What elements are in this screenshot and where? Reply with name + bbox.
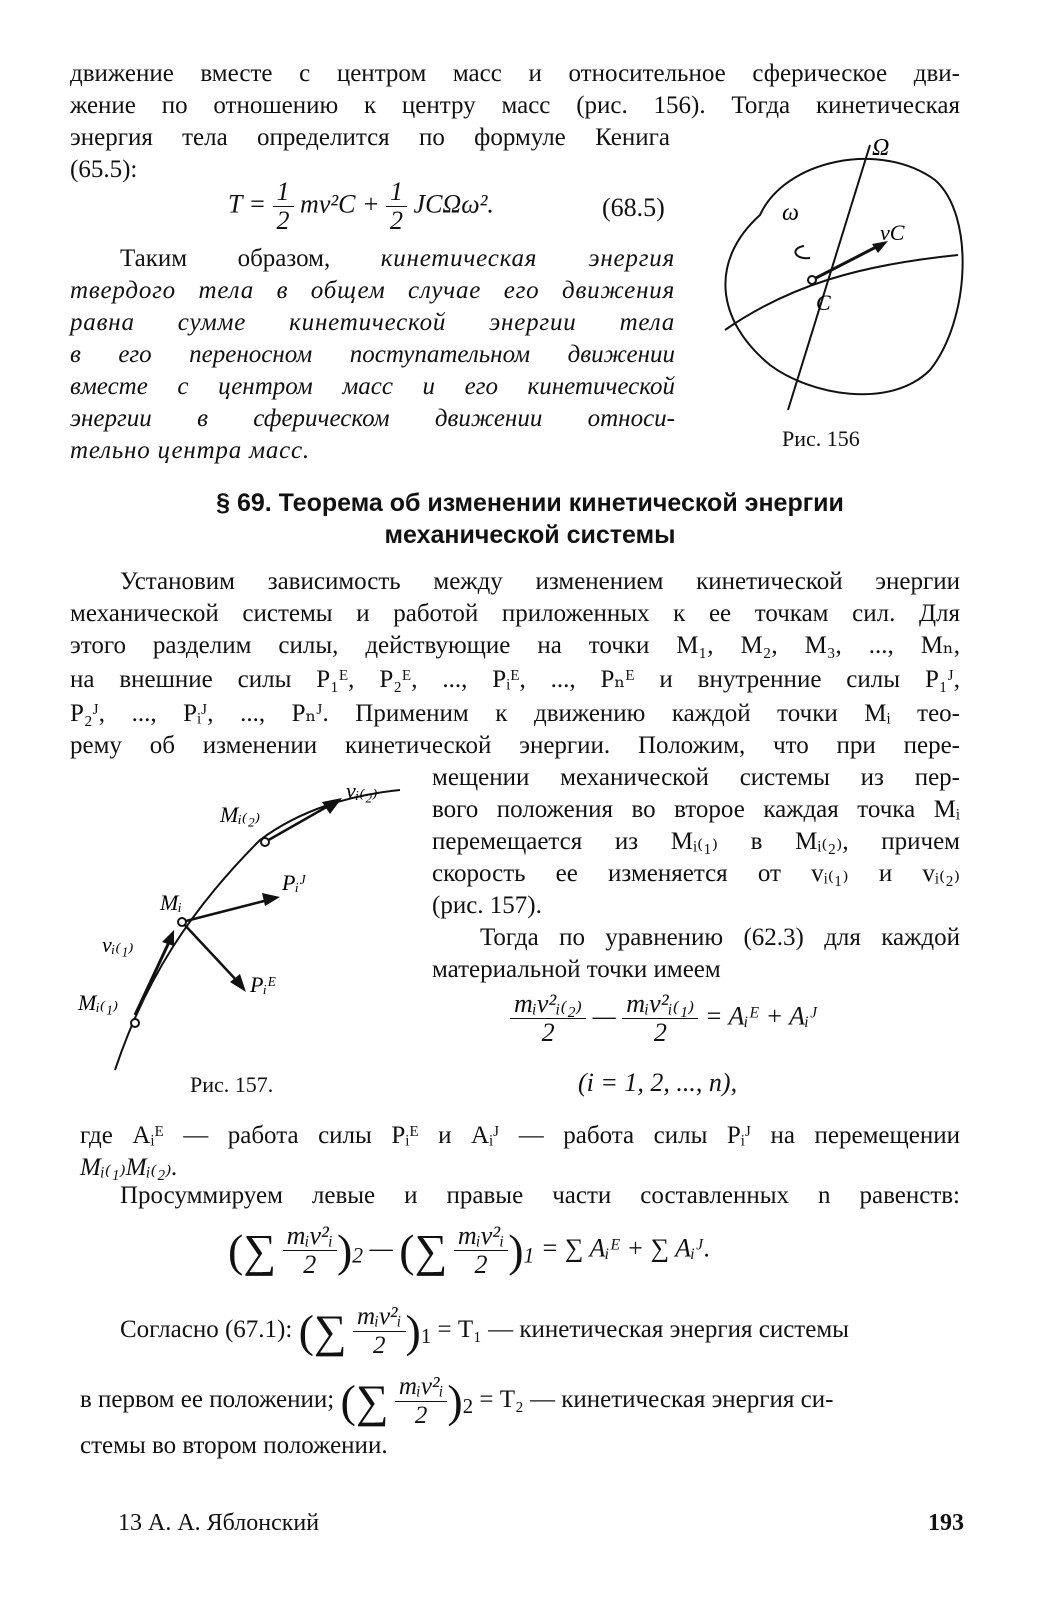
fraction xyxy=(622,990,698,1047)
subscript: 2 xyxy=(462,1394,474,1418)
paren-open: ( xyxy=(340,1375,356,1427)
minus-sign: — xyxy=(369,1233,393,1263)
frac-num: 1 xyxy=(273,178,294,207)
label-vc: vC xyxy=(880,220,905,245)
frac-num: mᵢv²ᵢ₍₂₎ xyxy=(510,990,586,1019)
section-heading: § 69. Теорема об изменении кинетической энергии xyxy=(216,489,844,517)
frac-num: mᵢv²ᵢ xyxy=(283,1222,337,1251)
label-mi2: Mᵢ₍₂₎ xyxy=(220,802,261,827)
text-line: равна сумме кинетической энергии тела xyxy=(70,309,675,336)
figure-157 xyxy=(70,770,410,1090)
frac-den: 2 xyxy=(653,1018,667,1047)
point-mi2 xyxy=(261,838,269,846)
sigma-icon: ∑ xyxy=(355,1375,389,1427)
text-line: вого положения во второе каждая точка Mᵢ xyxy=(432,796,960,823)
formula-rhs: = ∑ Aᵢᴱ + ∑ Aᵢᴶ. xyxy=(540,1233,711,1263)
frac-den: 2 xyxy=(474,1250,488,1279)
text-plain: Согласно (67.1): xyxy=(120,1316,293,1343)
section-heading: механической системы xyxy=(384,521,676,549)
sigma-icon: ∑ xyxy=(243,1225,277,1276)
frac-den: 2 xyxy=(372,1331,386,1359)
frac-num: mᵢv²ᵢ₍₁₎ xyxy=(622,990,698,1019)
paren-close: ) xyxy=(447,1375,463,1427)
text-line: тельно центра масс. xyxy=(70,437,310,464)
text-line: этого разделим силы, действующие на точки M₁, M₂, M₃, ..., Mₙ, xyxy=(70,632,960,659)
formula-index: (i = 1, 2, ..., n), xyxy=(578,1068,738,1097)
label-pj: Pᵢᴶ xyxy=(282,870,307,895)
paren-open: ( xyxy=(228,1225,244,1276)
velocity-vector-1 xyxy=(135,940,170,1015)
fraction-half xyxy=(386,178,407,235)
text-plain: Таким образом, xyxy=(120,245,331,272)
formula-sum xyxy=(228,1222,711,1279)
text-line: перемещается из Mᵢ₍₁₎ в Mᵢ₍₂₎, причем xyxy=(432,828,960,855)
text-line: в его переносном поступательном движении xyxy=(70,341,675,368)
text-line: (рис. 157). xyxy=(432,892,542,919)
frac-den: 2 xyxy=(303,1250,317,1279)
fraction xyxy=(353,1303,406,1360)
frac-den: 2 xyxy=(276,206,290,235)
label-pe: Pᵢᴱ xyxy=(250,972,276,997)
frac-num: mᵢv²ᵢ xyxy=(395,1373,448,1402)
text-line: Mᵢ₍₁₎Mᵢ₍₂₎. xyxy=(80,1154,178,1181)
paren-open: ( xyxy=(399,1225,415,1276)
frac-num: 1 xyxy=(386,178,407,207)
frac-den: 2 xyxy=(541,1018,555,1047)
text-line: (65.5): xyxy=(70,156,138,183)
fraction-half xyxy=(273,178,294,235)
text-plain: = T₂ — кинетическая энергия си- xyxy=(479,1386,834,1413)
text-line: рему об изменении кинетической энергии. Положим, что при пере- xyxy=(70,732,960,759)
formula-term: mv²C + xyxy=(300,189,380,219)
label-mi: Mᵢ xyxy=(160,890,182,915)
text-line: вместе с центром масс и его кинетической xyxy=(70,373,675,400)
subscript: 1 xyxy=(523,1243,535,1268)
text-line: где Aᵢᴱ — работа силы Pᵢᴱ и Aᵢᴶ — работа силы Pᵢᴶ на перемещении xyxy=(80,1122,960,1149)
subscript: 1 xyxy=(420,1324,432,1348)
fraction xyxy=(454,1222,508,1279)
formula-rhs: = Aᵢᴱ + Aᵢᴶ xyxy=(704,1001,819,1031)
label-c: C xyxy=(816,290,831,315)
text-line: механической системы и работой приложенных к ее точкам сил. Для xyxy=(70,600,960,627)
text-plain: в первом ее положении; xyxy=(80,1386,335,1413)
paren-close: ) xyxy=(405,1305,421,1357)
sigma-icon: ∑ xyxy=(313,1305,347,1357)
paren-close: ) xyxy=(508,1225,524,1276)
arrowhead-icon xyxy=(262,893,280,906)
frac-den: 2 xyxy=(390,206,404,235)
label-vi1: vᵢ₍₁₎ xyxy=(102,932,134,957)
arrowhead-icon xyxy=(162,930,174,946)
internal-force-vector xyxy=(182,900,268,922)
figure-caption: Рис. 157. xyxy=(190,1072,274,1097)
text-plain: = T₁ — кинетическая энергия системы xyxy=(437,1316,849,1343)
external-force-vector xyxy=(182,922,238,982)
label-omega-axis: Ω xyxy=(872,135,890,161)
label-vi2: vᵢ₍₂₎ xyxy=(346,778,378,803)
rigid-body-outline xyxy=(725,159,962,394)
center-point xyxy=(808,276,816,284)
frac-num: mᵢv²ᵢ xyxy=(353,1303,406,1332)
text-line: стемы во втором положении. xyxy=(80,1432,388,1459)
text-line xyxy=(80,1370,960,1436)
formula-lhs: T = xyxy=(228,189,267,219)
minus-sign: — xyxy=(592,1001,616,1031)
subscript: 2 xyxy=(352,1243,364,1268)
point-mi1 xyxy=(131,1019,139,1027)
fraction xyxy=(510,990,586,1047)
text-line xyxy=(120,243,675,275)
figure-156 xyxy=(690,120,990,440)
frac-den: 2 xyxy=(414,1401,428,1429)
footer-signature: 13 А. А. Яблонский xyxy=(118,1510,320,1536)
sigma-icon: ∑ xyxy=(414,1225,448,1276)
text-line: материальной точки имеем xyxy=(432,956,721,983)
text-line: Тогда по уравнению (62.3) для каждой xyxy=(480,924,960,951)
text-line: скорость ее изменяется от vᵢ₍₁₎ и vᵢ₍₂₎ xyxy=(432,860,960,887)
text-line: Просуммируем левые и правые части составленных n равенств: xyxy=(120,1182,960,1209)
label-omega: ω xyxy=(782,200,799,226)
paren-close: ) xyxy=(336,1225,353,1276)
text-line: твердого тела в общем случае его движения xyxy=(70,277,675,304)
text-line: P₂ᴶ, ..., Pᵢᴶ, ..., Pₙᴶ. Применим к движению каждой точки Mᵢ тео- xyxy=(70,700,960,727)
trajectory-curve xyxy=(115,790,400,1070)
formula-koenig xyxy=(228,178,494,235)
text-line: мещении механической системы из пер- xyxy=(432,764,960,791)
fraction xyxy=(283,1222,337,1279)
text-line: на внешние силы P₁ᴱ, P₂ᴱ, ..., Pᵢᴱ, ..., Pₙᴱ и внутренние силы P₁ᴶ, xyxy=(70,666,960,693)
label-mi1: Mᵢ₍₁₎ xyxy=(78,990,119,1015)
equation-number: (68.5) xyxy=(602,193,665,222)
paren-open: ( xyxy=(298,1305,314,1357)
point-mi xyxy=(178,918,186,926)
formula-term: JCΩω². xyxy=(413,189,494,219)
arrowhead-icon xyxy=(322,798,342,814)
page-number: 193 xyxy=(928,1510,964,1536)
figure-caption: Рис. 156 xyxy=(782,426,860,451)
text-line: движение вместе с центром масс и относительное сферическое дви- xyxy=(70,60,960,87)
frac-num: mᵢv²ᵢ xyxy=(454,1222,508,1251)
text-line: Установим зависимость между изменением кинетической энергии xyxy=(120,568,960,595)
text-italic: кинетическая энергия xyxy=(380,245,676,272)
text-line: жение по отношению к центру масс (рис. 156). Тогда кинетическая xyxy=(70,92,960,119)
formula-energy-point xyxy=(510,990,818,1047)
omega-axis-line xyxy=(788,145,870,410)
text-line xyxy=(120,1300,960,1366)
text-line: энергии в сферическом движении относи- xyxy=(70,405,675,432)
fraction xyxy=(395,1373,448,1430)
text-line: энергия тела определится по формуле Кенига xyxy=(70,124,670,151)
rotation-arrow-icon xyxy=(795,246,810,258)
velocity-vector-2 xyxy=(265,805,330,842)
